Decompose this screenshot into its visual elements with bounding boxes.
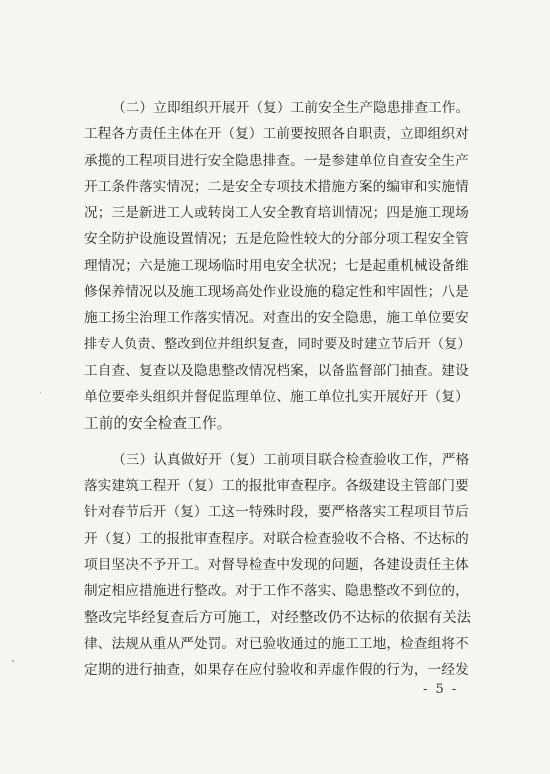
section-2-heading: （二）立即组织开展开（复）工前安全生产隐患排查工作。 <box>112 100 470 116</box>
paragraph-line: 开工条件落实情况；二是安全专项技术措施方案的编审和实施情 <box>84 178 469 195</box>
scan-speck <box>12 660 14 662</box>
section-3 <box>84 447 474 684</box>
paragraph-line: 施工扬尘治理工作落实情况。对查出的安全隐患，施工单位要安 <box>84 310 469 327</box>
section-3-heading: （三）认真做好开（复）工前项目联合检查验收工作，严格 <box>112 451 470 468</box>
paragraph-line: 承揽的工程项目进行安全隐患排查。一是参建单位自查安全生产 <box>84 152 469 169</box>
paragraph-line: 安全防护设施设置情况；五是危险性较大的分部分项工程安全管 <box>84 231 469 248</box>
section-2 <box>84 95 474 437</box>
scan-speck <box>40 392 41 393</box>
paragraph-line: 况；三是新进工人或转岗工人安全教育培训情况；四是施工现场 <box>84 205 469 222</box>
paragraph-line: 工前的安全检查工作。 <box>84 414 232 432</box>
paragraph-line: 律、法规从重从严处罚。对已验收通过的施工工地，检查组将不 <box>84 635 469 652</box>
paragraph-line: 排专人负责、整改到位并组织复查，同时要及时建立节后开（复） <box>84 336 471 352</box>
document-body <box>84 95 474 684</box>
paragraph-line: 制定相应措施进行整改。对于工作不落实、隐患整改不到位的， <box>84 583 469 600</box>
paragraph-line: 项目坚决不予开工。对督导检查中发现的问题，各建设责任主体 <box>84 557 469 574</box>
paragraph-line: 工自查、复查以及隐患整改情况档案，以备监督部门抽查。建设 <box>84 362 469 379</box>
paragraph-line: 落实建筑工程开（复）工的报批审查程序。各级建设主管部门要 <box>84 478 469 495</box>
page-number: - 5 - <box>423 682 459 697</box>
paragraph-line: 整改完毕经复查后方可施工，对经整改仍不达标的依据有关法 <box>84 609 472 626</box>
paragraph-line: 单位要牵头组织并督促监理单位、施工单位扎实开展好开（复） <box>84 389 469 406</box>
paragraph-line: 工程各方责任主体在开（复）工前要按照各自职责，立即组织对 <box>84 126 469 143</box>
paragraph-line: 开（复）工的报批审查程序。对联合检查验收不合格、不达标的 <box>84 530 469 547</box>
paragraph-line: 理情况；六是施工现场临时用电安全状况；七是起重机械设备维 <box>84 257 469 274</box>
paragraph-line: 针对春节后开（复）工这一特殊时段，要严格落实工程项目节后 <box>84 504 469 521</box>
paragraph-line: 修保养情况以及施工现场高处作业设施的稳定性和牢固性；八是 <box>84 284 469 301</box>
paragraph-line: 定期的进行抽查，如果存在应付验收和弄虚作假的行为，一经发 <box>84 662 469 679</box>
